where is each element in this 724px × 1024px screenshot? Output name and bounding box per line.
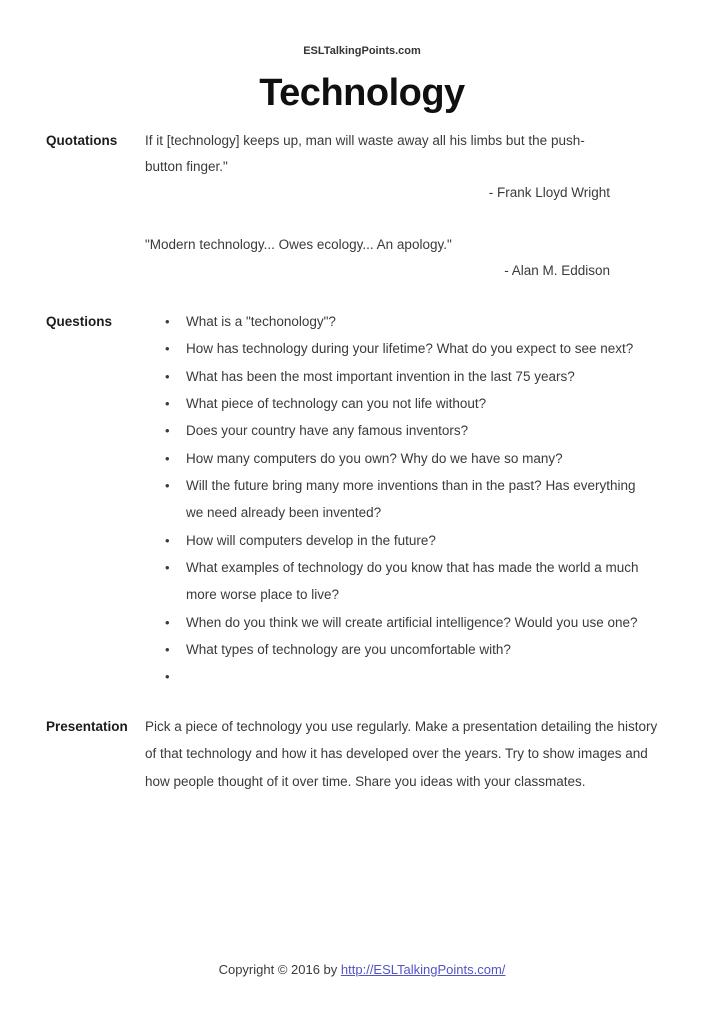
question-item	[145, 335, 676, 362]
question-item	[145, 363, 676, 390]
question-line: How will computers develop in the future?	[186, 532, 436, 548]
page-title: Technology	[259, 72, 465, 114]
site-name: ESLTalkingPoints.com	[303, 45, 421, 57]
question-item	[145, 554, 676, 609]
bullet-icon: •	[165, 314, 170, 329]
quotations-label: Quotations	[46, 133, 118, 148]
footer	[0, 962, 724, 978]
question-item	[145, 390, 676, 417]
quote-attribution: - Alan M. Eddison	[504, 263, 610, 278]
quote-line: button finger."	[145, 159, 228, 174]
question-item	[145, 636, 676, 663]
question-line: What piece of technology can you not life without?	[186, 396, 487, 412]
question-line: more worse place to live?	[186, 587, 340, 603]
question-line: What examples of technology do you know that has made the world a much	[186, 560, 639, 576]
quotations-section	[0, 128, 724, 284]
question-item	[145, 445, 676, 472]
quote-block	[145, 128, 676, 206]
presentation-line: of that technology and how it has developed over the years. Try to show images and	[145, 746, 648, 762]
question-line: What is a "techonology"?	[186, 314, 336, 329]
quote-line: If it [technology] keeps up, man will waste away all his limbs but the push-	[145, 133, 585, 148]
bullet-icon: •	[165, 560, 170, 576]
copyright-text: Copyright © 2016 by	[218, 962, 341, 977]
question-item	[145, 308, 676, 335]
bullet-icon: •	[165, 423, 170, 439]
question-line: How has technology during your lifetime? What do you expect to see next?	[186, 341, 634, 357]
question-line: When do you think we will create artificial intelligence? Would you use one?	[186, 614, 638, 630]
bullet-icon: •	[165, 368, 170, 384]
question-item	[145, 527, 676, 554]
bullet-icon: •	[165, 614, 170, 630]
question-line: How many computers do you own? Why do we have so many?	[186, 450, 563, 466]
bullet-icon: •	[165, 478, 170, 494]
question-line: What types of technology are you uncomfortable with?	[186, 642, 511, 658]
bullet-icon: •	[165, 642, 170, 658]
question-line: Does your country have any famous inventors?	[186, 423, 469, 439]
question-line: we need already been invented?	[186, 505, 382, 521]
quote-block	[145, 232, 676, 284]
question-line: Will the future bring many more inventions than in the past? Has everything	[186, 478, 636, 494]
bullet-icon: •	[165, 532, 170, 548]
questions-label: Questions	[46, 314, 113, 329]
questions-list	[145, 308, 676, 691]
presentation-line: how people thought of it over time. Share you ideas with your classmates.	[145, 773, 586, 789]
quote-line: "Modern technology... Owes ecology... An apology."	[145, 237, 452, 252]
presentation-label: Presentation	[46, 718, 128, 734]
presentation-section	[0, 713, 724, 795]
quote-attribution: - Frank Lloyd Wright	[488, 185, 610, 200]
presentation-line: Pick a piece of technology you use regularly. Make a presentation detailing the history	[145, 718, 658, 734]
bullet-icon: •	[165, 669, 170, 685]
question-item	[145, 663, 676, 690]
bullet-icon: •	[165, 450, 170, 466]
bullet-icon: •	[165, 396, 170, 412]
footer-link[interactable]: http://ESLTalkingPoints.com/	[340, 962, 506, 977]
questions-section	[0, 308, 724, 691]
question-line: What has been the most important invention in the last 75 years?	[186, 368, 575, 384]
question-line	[186, 663, 676, 690]
quotations-body	[145, 128, 676, 284]
question-item	[145, 609, 676, 636]
question-item	[145, 472, 676, 527]
question-item	[145, 417, 676, 444]
presentation-body	[145, 713, 676, 795]
bullet-icon: •	[165, 341, 170, 357]
